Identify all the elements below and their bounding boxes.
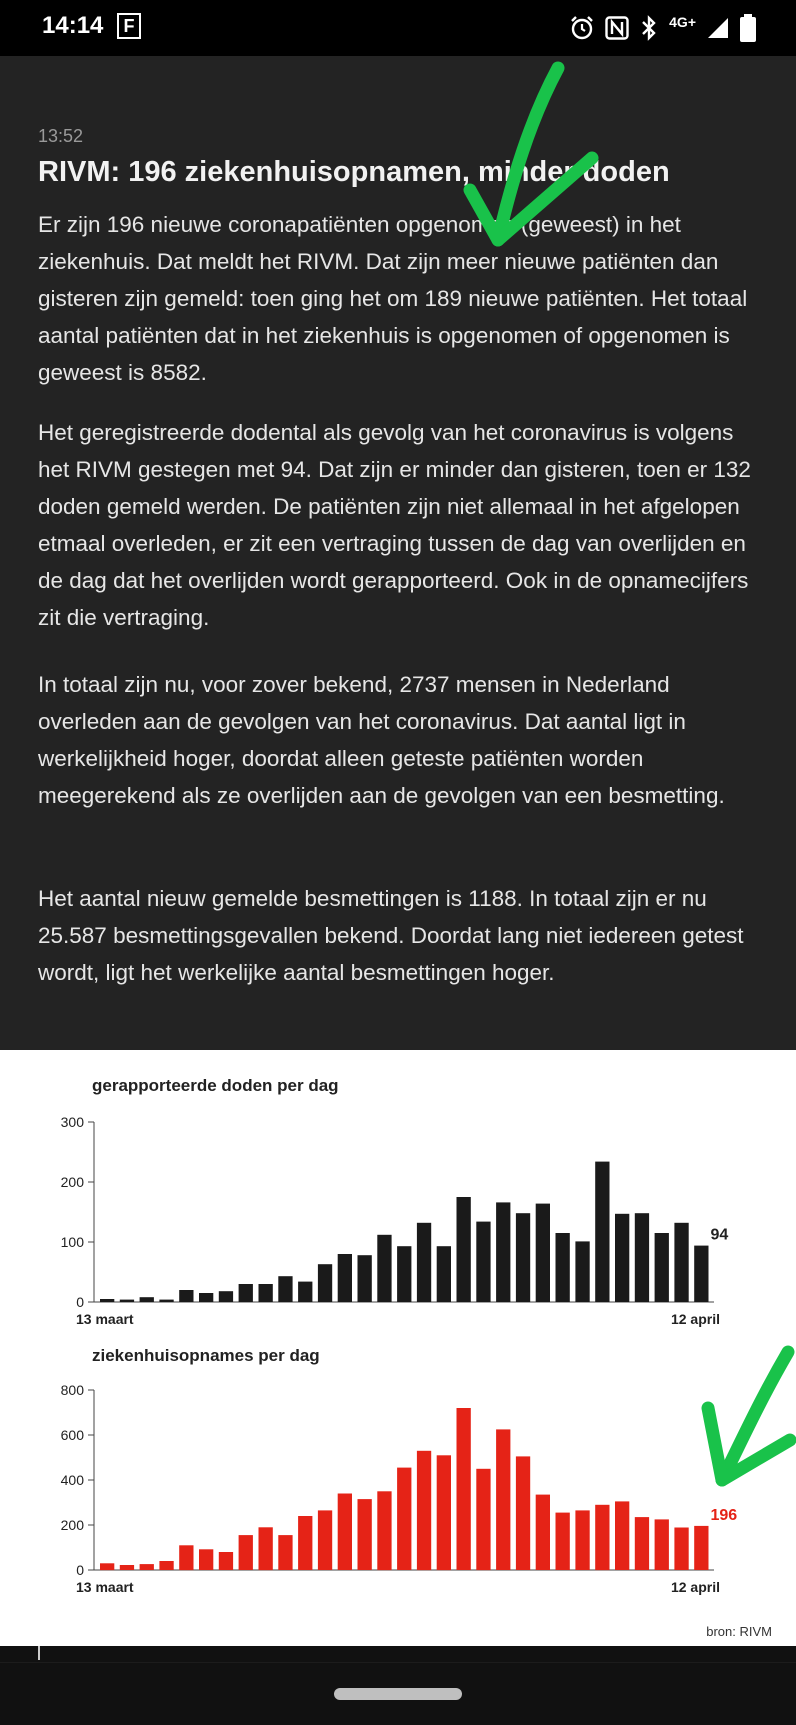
bar [674,1223,688,1302]
bar [397,1246,411,1302]
bar [179,1545,193,1570]
status-bar [0,0,796,56]
bar [635,1517,649,1570]
bar [219,1552,233,1570]
divider [0,1662,796,1663]
bar [457,1197,471,1302]
y-tick-label: 400 [60,1472,84,1488]
bar [159,1561,173,1570]
navigation-bar [0,1646,796,1725]
bar [694,1246,708,1302]
article-paragraph: Er zijn 196 nieuwe coronapatiënten opgenomen (geweest) in het ziekenhuis. Dat meldt het RIVM. Dat zijn meer nieuwe patiënten dan gisteren zijn gemeld: toen ging het om 189 nieuwe patiënten. Het totaal aantal patiënten dat in het ziekenhuis is opgenomen of opgenomen is geweest is 8582. [38,212,748,385]
bar [437,1455,451,1570]
bar [358,1499,372,1570]
y-tick-label: 600 [60,1427,84,1443]
bar [674,1528,688,1571]
bar [516,1456,530,1570]
article-paragraph: Het aantal nieuw gemelde besmettingen is 1188. In totaal zijn er nu 25.587 besmettingsgevallen bekend. Doordat lang niet iedereen getest wordt, ligt het werkelijke aantal besmettingen hoger. [38,886,744,985]
article-headline: RIVM: 196 ziekenhuisopnamen, minder doden [38,156,670,188]
bar [496,1202,510,1302]
bar [377,1491,391,1570]
bar [476,1222,490,1302]
bar [278,1535,292,1570]
chart-title-deaths: gerapporteerde doden per dag [92,1076,339,1095]
bar [595,1505,609,1570]
bar [278,1276,292,1302]
bar [120,1565,134,1570]
bar [298,1282,312,1302]
bar [694,1526,708,1570]
bar [219,1291,233,1302]
bar [635,1213,649,1302]
bar [140,1297,154,1302]
article-paragraph: In totaal zijn nu, voor zover bekend, 2737 mensen in Nederland overleden aan de gevolgen van het coronavirus. Dat aantal ligt in werkelijkheid hoger, doordat alleen geteste patiënten worden meegerekend als ze overlijden aan de gevolgen van een besmetting. [38,672,725,808]
bar [536,1495,550,1570]
bar [259,1284,273,1302]
bluetooth-icon [639,15,659,41]
article-paragraph: Het geregistreerde dodental als gevolg van het coronavirus is volgens het RIVM gestegen met 94. Dat zijn er minder dan gisteren, toen er 132 doden gemeld werden. De patiënten zijn niet allemaal in het afgelopen etmaal overleden, er zit een vertraging tussen de dag van overlijden en de dag dat het overlijden wordt gerapporteerd. Ook in de opnamecijfers zit die vertraging. [38,420,751,630]
bar [655,1519,669,1570]
bar [100,1299,114,1302]
bar-charts [0,1050,796,1646]
bar [298,1516,312,1570]
bar [615,1501,629,1570]
y-tick-label: 0 [76,1294,84,1310]
bar [199,1293,213,1302]
network-type: 4G+ [669,14,696,30]
bar [536,1204,550,1302]
bar [496,1429,510,1570]
bar [120,1300,134,1302]
source-note: bron: RIVM [706,1624,772,1639]
bar [575,1241,589,1302]
signal-icon [706,16,730,40]
bar [259,1527,273,1570]
bar [377,1235,391,1302]
last-value-label: 94 [710,1226,729,1244]
x-start-label: 13 maart [76,1579,134,1595]
bar [615,1214,629,1302]
bar [159,1300,173,1302]
chart-image [0,1050,796,1646]
bar [239,1535,253,1570]
bar [476,1469,490,1570]
y-tick-label: 0 [76,1562,84,1578]
bar [199,1549,213,1570]
y-tick-label: 800 [60,1382,84,1398]
article-timestamp: 13:52 [38,126,84,146]
bar [556,1513,570,1570]
bar [655,1233,669,1302]
bar [575,1510,589,1570]
x-end-label: 12 april [670,1579,720,1595]
y-tick-label: 200 [60,1517,84,1533]
article-view[interactable] [0,56,796,1050]
bar [338,1494,352,1571]
bar [556,1233,570,1302]
status-icons [569,12,756,44]
bar [338,1254,352,1302]
y-tick-label: 200 [60,1174,84,1190]
text-cursor [38,1646,40,1660]
bar [457,1408,471,1570]
bar [595,1162,609,1302]
bar [179,1290,193,1302]
home-gesture-handle[interactable] [334,1688,462,1700]
bar [239,1284,253,1302]
bar [397,1468,411,1570]
bar [437,1246,451,1302]
bar [417,1451,431,1570]
battery-icon [740,14,756,42]
chart-title-admissions: ziekenhuisopnames per dag [92,1346,320,1365]
bar [417,1223,431,1302]
bar [358,1255,372,1302]
last-value-label: 196 [710,1506,738,1524]
y-tick-label: 300 [60,1114,84,1130]
nfc-icon [605,16,629,40]
x-end-label: 12 april [670,1311,720,1327]
alarm-icon [569,15,595,41]
bar [140,1564,154,1570]
x-start-label: 13 maart [76,1311,134,1327]
status-time: 14:14 [42,12,104,39]
bar [318,1510,332,1570]
bar [318,1264,332,1302]
bar [100,1563,114,1570]
bar [516,1213,530,1302]
app-notification-icon: F [117,13,141,39]
y-tick-label: 100 [60,1234,84,1250]
